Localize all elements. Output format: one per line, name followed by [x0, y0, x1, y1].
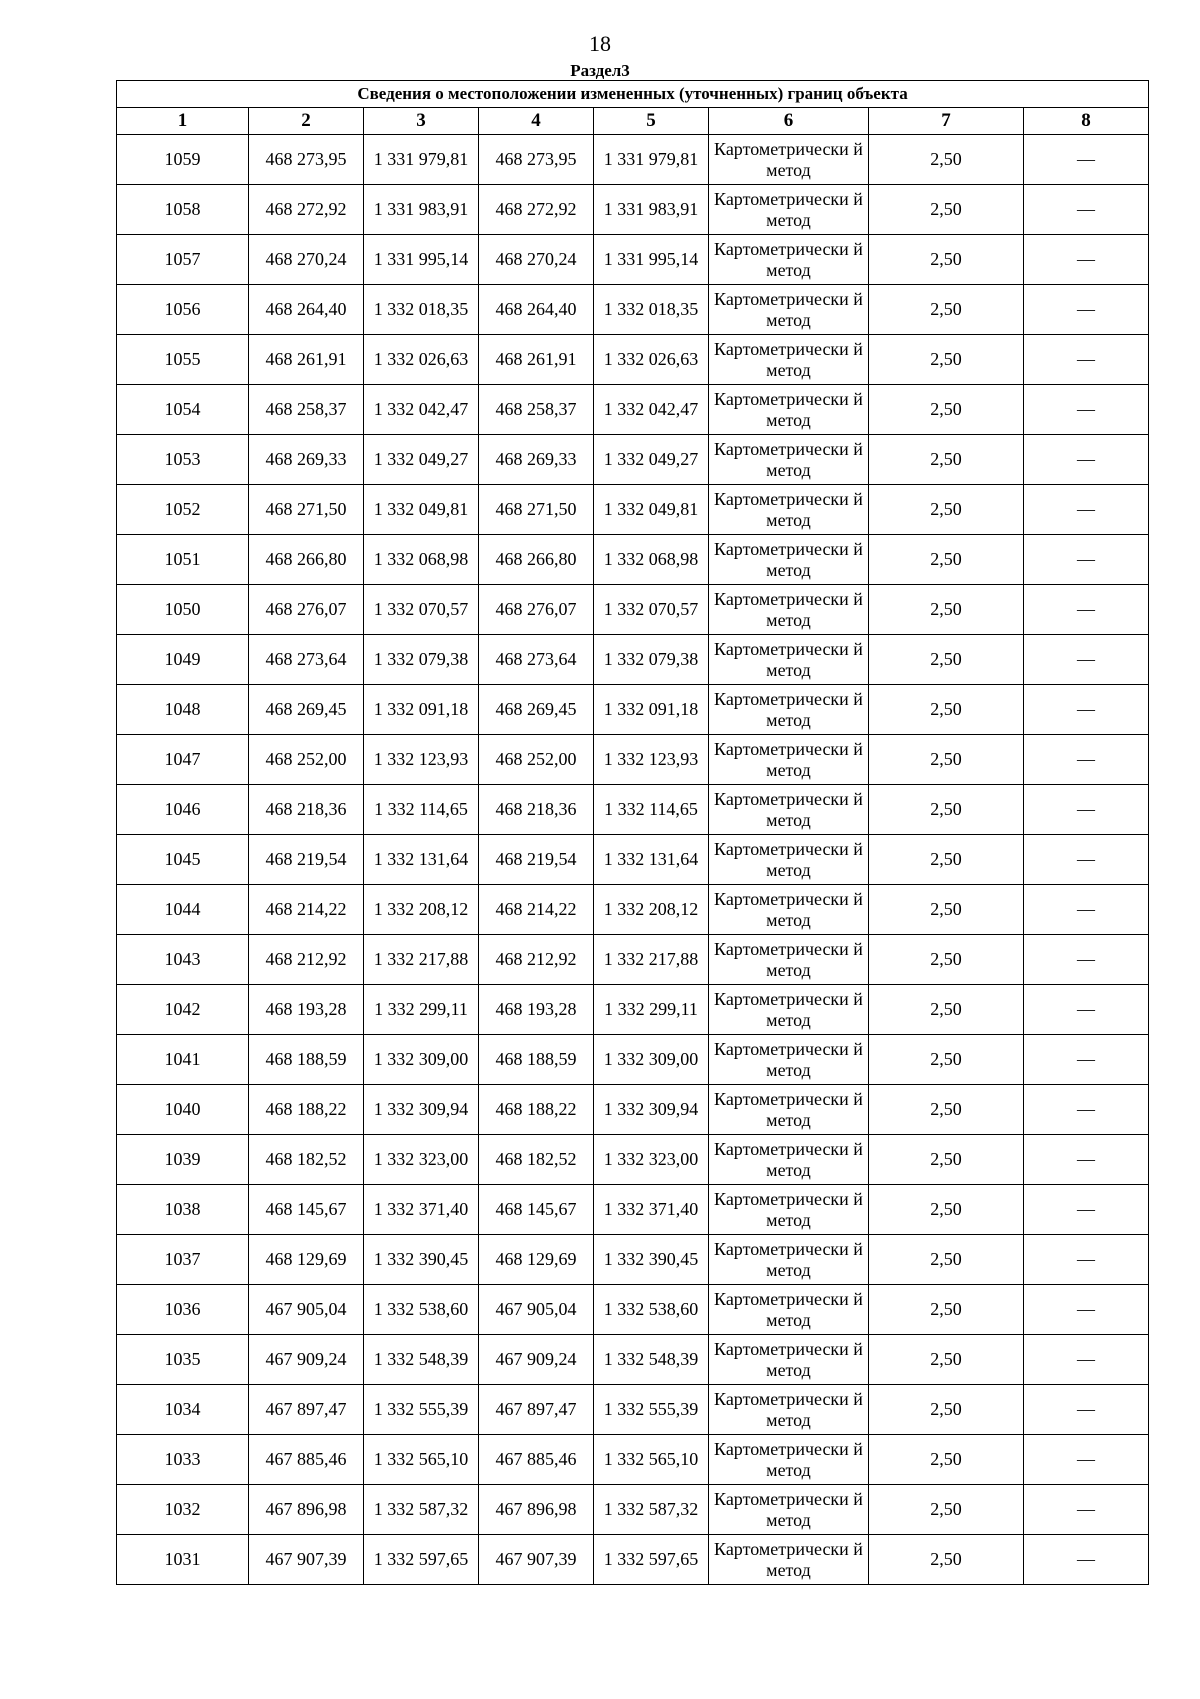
y-coordinate-cell: 1 331 979,81 — [594, 135, 709, 185]
table-row — [117, 1185, 1149, 1235]
description-cell: — — [1024, 1435, 1149, 1485]
y-coordinate-cell: 1 332 309,00 — [364, 1035, 479, 1085]
accuracy-cell: 2,50 — [869, 1185, 1024, 1235]
x-coordinate-cell: 467 897,47 — [479, 1385, 594, 1435]
accuracy-cell: 2,50 — [869, 535, 1024, 585]
description-cell: — — [1024, 635, 1149, 685]
accuracy-cell: 2,50 — [869, 1535, 1024, 1585]
x-coordinate-cell: 468 188,22 — [479, 1085, 594, 1135]
column-header: 7 — [869, 108, 1024, 135]
table-row — [117, 935, 1149, 985]
table-caption-row — [117, 81, 1149, 108]
x-coordinate-cell: 468 252,00 — [479, 735, 594, 785]
x-coordinate-cell: 468 269,45 — [249, 685, 364, 735]
y-coordinate-cell: 1 332 548,39 — [594, 1335, 709, 1385]
point-number-cell: 1047 — [117, 735, 249, 785]
table-row — [117, 785, 1149, 835]
table-row — [117, 635, 1149, 685]
table-row — [117, 485, 1149, 535]
description-cell: — — [1024, 685, 1149, 735]
column-header: 6 — [709, 108, 869, 135]
x-coordinate-cell: 468 219,54 — [479, 835, 594, 885]
point-number-cell: 1037 — [117, 1235, 249, 1285]
y-coordinate-cell: 1 332 538,60 — [594, 1285, 709, 1335]
x-coordinate-cell: 468 214,22 — [249, 885, 364, 935]
y-coordinate-cell: 1 331 983,91 — [594, 185, 709, 235]
point-number-cell: 1036 — [117, 1285, 249, 1335]
y-coordinate-cell: 1 332 114,65 — [364, 785, 479, 835]
method-cell: Картометрически й метод — [709, 335, 869, 385]
y-coordinate-cell: 1 331 995,14 — [594, 235, 709, 285]
column-header: 8 — [1024, 108, 1149, 135]
x-coordinate-cell: 468 218,36 — [249, 785, 364, 835]
table-row — [117, 285, 1149, 335]
method-cell: Картометрически й метод — [709, 135, 869, 185]
method-cell: Картометрически й метод — [709, 1535, 869, 1585]
description-cell: — — [1024, 185, 1149, 235]
accuracy-cell: 2,50 — [869, 885, 1024, 935]
x-coordinate-cell: 468 219,54 — [249, 835, 364, 885]
point-number-cell: 1041 — [117, 1035, 249, 1085]
y-coordinate-cell: 1 332 042,47 — [594, 385, 709, 435]
table-row — [117, 1135, 1149, 1185]
accuracy-cell: 2,50 — [869, 135, 1024, 185]
column-header: 5 — [594, 108, 709, 135]
accuracy-cell: 2,50 — [869, 1085, 1024, 1135]
method-cell: Картометрически й метод — [709, 485, 869, 535]
x-coordinate-cell: 468 261,91 — [479, 335, 594, 385]
method-cell: Картометрически й метод — [709, 1085, 869, 1135]
x-coordinate-cell: 468 145,67 — [249, 1185, 364, 1235]
y-coordinate-cell: 1 332 597,65 — [594, 1535, 709, 1585]
method-cell: Картометрически й метод — [709, 835, 869, 885]
method-cell: Картометрически й метод — [709, 935, 869, 985]
description-cell: — — [1024, 585, 1149, 635]
accuracy-cell: 2,50 — [869, 585, 1024, 635]
x-coordinate-cell: 468 264,40 — [249, 285, 364, 335]
y-coordinate-cell: 1 332 131,64 — [594, 835, 709, 885]
description-cell: — — [1024, 985, 1149, 1035]
description-cell: — — [1024, 785, 1149, 835]
point-number-cell: 1052 — [117, 485, 249, 535]
point-number-cell: 1033 — [117, 1435, 249, 1485]
y-coordinate-cell: 1 332 565,10 — [594, 1435, 709, 1485]
x-coordinate-cell: 468 273,64 — [479, 635, 594, 685]
table-row — [117, 385, 1149, 435]
description-cell: — — [1024, 835, 1149, 885]
accuracy-cell: 2,50 — [869, 985, 1024, 1035]
y-coordinate-cell: 1 332 587,32 — [594, 1485, 709, 1535]
description-cell: — — [1024, 1485, 1149, 1535]
column-header: 2 — [249, 108, 364, 135]
accuracy-cell: 2,50 — [869, 785, 1024, 835]
point-number-cell: 1035 — [117, 1335, 249, 1385]
x-coordinate-cell: 468 271,50 — [249, 485, 364, 535]
y-coordinate-cell: 1 332 049,27 — [594, 435, 709, 485]
accuracy-cell: 2,50 — [869, 1285, 1024, 1335]
accuracy-cell: 2,50 — [869, 1135, 1024, 1185]
table-row — [117, 835, 1149, 885]
table-row — [117, 1285, 1149, 1335]
x-coordinate-cell: 468 273,95 — [479, 135, 594, 185]
x-coordinate-cell: 467 905,04 — [479, 1285, 594, 1335]
table-row — [117, 1035, 1149, 1085]
x-coordinate-cell: 467 885,46 — [479, 1435, 594, 1485]
y-coordinate-cell: 1 332 597,65 — [364, 1535, 479, 1585]
table-row — [117, 335, 1149, 385]
y-coordinate-cell: 1 332 070,57 — [594, 585, 709, 635]
method-cell: Картометрически й метод — [709, 285, 869, 335]
accuracy-cell: 2,50 — [869, 1385, 1024, 1435]
y-coordinate-cell: 1 332 123,93 — [594, 735, 709, 785]
x-coordinate-cell: 468 276,07 — [479, 585, 594, 635]
x-coordinate-cell: 467 907,39 — [249, 1535, 364, 1585]
description-cell: — — [1024, 1535, 1149, 1585]
table-row — [117, 985, 1149, 1035]
x-coordinate-cell: 468 188,59 — [249, 1035, 364, 1085]
point-number-cell: 1032 — [117, 1485, 249, 1535]
x-coordinate-cell: 468 218,36 — [479, 785, 594, 835]
x-coordinate-cell: 468 212,92 — [249, 935, 364, 985]
accuracy-cell: 2,50 — [869, 1035, 1024, 1085]
x-coordinate-cell: 468 214,22 — [479, 885, 594, 935]
x-coordinate-cell: 468 212,92 — [479, 935, 594, 985]
x-coordinate-cell: 468 270,24 — [479, 235, 594, 285]
y-coordinate-cell: 1 332 587,32 — [364, 1485, 479, 1535]
accuracy-cell: 2,50 — [869, 335, 1024, 385]
y-coordinate-cell: 1 332 555,39 — [594, 1385, 709, 1435]
method-cell: Картометрически й метод — [709, 785, 869, 835]
section-label: Раздел3 — [570, 61, 630, 80]
method-cell: Картометрически й метод — [709, 1435, 869, 1485]
y-coordinate-cell: 1 332 042,47 — [364, 385, 479, 435]
method-cell: Картометрически й метод — [709, 1185, 869, 1235]
table-row — [117, 1085, 1149, 1135]
description-cell: — — [1024, 885, 1149, 935]
y-coordinate-cell: 1 332 049,27 — [364, 435, 479, 485]
x-coordinate-cell: 467 896,98 — [479, 1485, 594, 1535]
y-coordinate-cell: 1 332 323,00 — [364, 1135, 479, 1185]
x-coordinate-cell: 467 885,46 — [249, 1435, 364, 1485]
method-cell: Картометрически й метод — [709, 985, 869, 1035]
point-number-cell: 1056 — [117, 285, 249, 335]
x-coordinate-cell: 468 258,37 — [249, 385, 364, 435]
table-header-row — [117, 108, 1149, 135]
y-coordinate-cell: 1 332 068,98 — [364, 535, 479, 585]
x-coordinate-cell: 468 271,50 — [479, 485, 594, 535]
description-cell: — — [1024, 435, 1149, 485]
accuracy-cell: 2,50 — [869, 835, 1024, 885]
point-number-cell: 1053 — [117, 435, 249, 485]
y-coordinate-cell: 1 332 091,18 — [364, 685, 479, 735]
point-number-cell: 1044 — [117, 885, 249, 935]
boundary-coordinates-table — [116, 80, 1149, 1585]
x-coordinate-cell: 468 145,67 — [479, 1185, 594, 1235]
description-cell: — — [1024, 535, 1149, 585]
x-coordinate-cell: 468 193,28 — [249, 985, 364, 1035]
x-coordinate-cell: 467 896,98 — [249, 1485, 364, 1535]
y-coordinate-cell: 1 331 995,14 — [364, 235, 479, 285]
table-row — [117, 885, 1149, 935]
description-cell: — — [1024, 135, 1149, 185]
method-cell: Картометрически й метод — [709, 1235, 869, 1285]
table-row — [117, 135, 1149, 185]
method-cell: Картометрически й метод — [709, 185, 869, 235]
x-coordinate-cell: 468 276,07 — [249, 585, 364, 635]
y-coordinate-cell: 1 332 555,39 — [364, 1385, 479, 1435]
y-coordinate-cell: 1 332 026,63 — [594, 335, 709, 385]
y-coordinate-cell: 1 332 371,40 — [364, 1185, 479, 1235]
method-cell: Картометрически й метод — [709, 1035, 869, 1085]
y-coordinate-cell: 1 332 068,98 — [594, 535, 709, 585]
y-coordinate-cell: 1 332 538,60 — [364, 1285, 479, 1335]
accuracy-cell: 2,50 — [869, 685, 1024, 735]
x-coordinate-cell: 468 261,91 — [249, 335, 364, 385]
description-cell: — — [1024, 385, 1149, 435]
y-coordinate-cell: 1 332 208,12 — [594, 885, 709, 935]
method-cell: Картометрически й метод — [709, 1385, 869, 1435]
x-coordinate-cell: 467 909,24 — [479, 1335, 594, 1385]
point-number-cell: 1031 — [117, 1535, 249, 1585]
method-cell: Картометрически й метод — [709, 635, 869, 685]
method-cell: Картометрически й метод — [709, 235, 869, 285]
accuracy-cell: 2,50 — [869, 185, 1024, 235]
table-row — [117, 1535, 1149, 1585]
table-row — [117, 1335, 1149, 1385]
y-coordinate-cell: 1 332 309,00 — [594, 1035, 709, 1085]
accuracy-cell: 2,50 — [869, 1335, 1024, 1385]
description-cell: — — [1024, 935, 1149, 985]
point-number-cell: 1051 — [117, 535, 249, 585]
description-cell: — — [1024, 1035, 1149, 1085]
y-coordinate-cell: 1 332 323,00 — [594, 1135, 709, 1185]
y-coordinate-cell: 1 332 026,63 — [364, 335, 479, 385]
description-cell: — — [1024, 1385, 1149, 1435]
method-cell: Картометрически й метод — [709, 385, 869, 435]
accuracy-cell: 2,50 — [869, 1235, 1024, 1285]
accuracy-cell: 2,50 — [869, 1485, 1024, 1535]
x-coordinate-cell: 468 269,33 — [249, 435, 364, 485]
y-coordinate-cell: 1 331 979,81 — [364, 135, 479, 185]
y-coordinate-cell: 1 332 123,93 — [364, 735, 479, 785]
description-cell: — — [1024, 1285, 1149, 1335]
y-coordinate-cell: 1 332 091,18 — [594, 685, 709, 735]
table-row — [117, 685, 1149, 735]
accuracy-cell: 2,50 — [869, 485, 1024, 535]
method-cell: Картометрически й метод — [709, 535, 869, 585]
table-row — [117, 1485, 1149, 1535]
x-coordinate-cell: 468 266,80 — [479, 535, 594, 585]
x-coordinate-cell: 468 273,64 — [249, 635, 364, 685]
accuracy-cell: 2,50 — [869, 435, 1024, 485]
x-coordinate-cell: 468 193,28 — [479, 985, 594, 1035]
table-row — [117, 185, 1149, 235]
y-coordinate-cell: 1 332 548,39 — [364, 1335, 479, 1385]
y-coordinate-cell: 1 332 079,38 — [364, 635, 479, 685]
table-row — [117, 585, 1149, 635]
point-number-cell: 1054 — [117, 385, 249, 435]
y-coordinate-cell: 1 332 299,11 — [364, 985, 479, 1035]
accuracy-cell: 2,50 — [869, 735, 1024, 785]
table-row — [117, 735, 1149, 785]
point-number-cell: 1042 — [117, 985, 249, 1035]
y-coordinate-cell: 1 332 049,81 — [364, 485, 479, 535]
description-cell: — — [1024, 1335, 1149, 1385]
point-number-cell: 1057 — [117, 235, 249, 285]
x-coordinate-cell: 468 182,52 — [479, 1135, 594, 1185]
table-row — [117, 1235, 1149, 1285]
y-coordinate-cell: 1 332 217,88 — [594, 935, 709, 985]
description-cell: — — [1024, 735, 1149, 785]
y-coordinate-cell: 1 332 309,94 — [594, 1085, 709, 1135]
accuracy-cell: 2,50 — [869, 935, 1024, 985]
x-coordinate-cell: 468 269,45 — [479, 685, 594, 735]
x-coordinate-cell: 468 270,24 — [249, 235, 364, 285]
table-row — [117, 1385, 1149, 1435]
x-coordinate-cell: 468 272,92 — [479, 185, 594, 235]
description-cell: — — [1024, 1135, 1149, 1185]
method-cell: Картометрически й метод — [709, 435, 869, 485]
x-coordinate-cell: 468 269,33 — [479, 435, 594, 485]
point-number-cell: 1049 — [117, 635, 249, 685]
point-number-cell: 1040 — [117, 1085, 249, 1135]
column-header: 1 — [117, 108, 249, 135]
description-cell: — — [1024, 235, 1149, 285]
y-coordinate-cell: 1 332 018,35 — [364, 285, 479, 335]
description-cell: — — [1024, 335, 1149, 385]
accuracy-cell: 2,50 — [869, 1435, 1024, 1485]
point-number-cell: 1050 — [117, 585, 249, 635]
x-coordinate-cell: 468 182,52 — [249, 1135, 364, 1185]
x-coordinate-cell: 468 273,95 — [249, 135, 364, 185]
method-cell: Картометрически й метод — [709, 1285, 869, 1335]
y-coordinate-cell: 1 332 390,45 — [364, 1235, 479, 1285]
point-number-cell: 1045 — [117, 835, 249, 885]
point-number-cell: 1058 — [117, 185, 249, 235]
point-number-cell: 1034 — [117, 1385, 249, 1435]
table-row — [117, 235, 1149, 285]
point-number-cell: 1055 — [117, 335, 249, 385]
y-coordinate-cell: 1 332 018,35 — [594, 285, 709, 335]
column-header: 3 — [364, 108, 479, 135]
method-cell: Картометрически й метод — [709, 1485, 869, 1535]
accuracy-cell: 2,50 — [869, 285, 1024, 335]
method-cell: Картометрически й метод — [709, 685, 869, 735]
description-cell: — — [1024, 1235, 1149, 1285]
description-cell: — — [1024, 1185, 1149, 1235]
method-cell: Картометрически й метод — [709, 1335, 869, 1385]
x-coordinate-cell: 468 272,92 — [249, 185, 364, 235]
description-cell: — — [1024, 285, 1149, 335]
accuracy-cell: 2,50 — [869, 235, 1024, 285]
x-coordinate-cell: 468 188,22 — [249, 1085, 364, 1135]
y-coordinate-cell: 1 332 299,11 — [594, 985, 709, 1035]
y-coordinate-cell: 1 332 217,88 — [364, 935, 479, 985]
x-coordinate-cell: 468 129,69 — [479, 1235, 594, 1285]
point-number-cell: 1059 — [117, 135, 249, 185]
table-row — [117, 435, 1149, 485]
page-number: 18 — [589, 31, 611, 56]
x-coordinate-cell: 468 188,59 — [479, 1035, 594, 1085]
table-row — [117, 1435, 1149, 1485]
y-coordinate-cell: 1 332 390,45 — [594, 1235, 709, 1285]
x-coordinate-cell: 467 907,39 — [479, 1535, 594, 1585]
table-caption: Сведения о местоположении измененных (уточненных) границ объекта — [117, 81, 1149, 108]
y-coordinate-cell: 1 332 079,38 — [594, 635, 709, 685]
point-number-cell: 1043 — [117, 935, 249, 985]
x-coordinate-cell: 468 266,80 — [249, 535, 364, 585]
x-coordinate-cell: 468 252,00 — [249, 735, 364, 785]
y-coordinate-cell: 1 332 565,10 — [364, 1435, 479, 1485]
y-coordinate-cell: 1 332 309,94 — [364, 1085, 479, 1135]
y-coordinate-cell: 1 332 371,40 — [594, 1185, 709, 1235]
y-coordinate-cell: 1 332 208,12 — [364, 885, 479, 935]
y-coordinate-cell: 1 331 983,91 — [364, 185, 479, 235]
y-coordinate-cell: 1 332 049,81 — [594, 485, 709, 535]
table-row — [117, 535, 1149, 585]
description-cell: — — [1024, 1085, 1149, 1135]
x-coordinate-cell: 468 258,37 — [479, 385, 594, 435]
column-header: 4 — [479, 108, 594, 135]
point-number-cell: 1039 — [117, 1135, 249, 1185]
accuracy-cell: 2,50 — [869, 635, 1024, 685]
x-coordinate-cell: 467 905,04 — [249, 1285, 364, 1335]
y-coordinate-cell: 1 332 070,57 — [364, 585, 479, 635]
x-coordinate-cell: 468 264,40 — [479, 285, 594, 335]
accuracy-cell: 2,50 — [869, 385, 1024, 435]
x-coordinate-cell: 467 909,24 — [249, 1335, 364, 1385]
description-cell: — — [1024, 485, 1149, 535]
table-body — [117, 135, 1149, 1585]
y-coordinate-cell: 1 332 114,65 — [594, 785, 709, 835]
y-coordinate-cell: 1 332 131,64 — [364, 835, 479, 885]
point-number-cell: 1038 — [117, 1185, 249, 1235]
method-cell: Картометрически й метод — [709, 1135, 869, 1185]
method-cell: Картометрически й метод — [709, 735, 869, 785]
x-coordinate-cell: 467 897,47 — [249, 1385, 364, 1435]
point-number-cell: 1048 — [117, 685, 249, 735]
method-cell: Картометрически й метод — [709, 585, 869, 635]
method-cell: Картометрически й метод — [709, 885, 869, 935]
x-coordinate-cell: 468 129,69 — [249, 1235, 364, 1285]
point-number-cell: 1046 — [117, 785, 249, 835]
